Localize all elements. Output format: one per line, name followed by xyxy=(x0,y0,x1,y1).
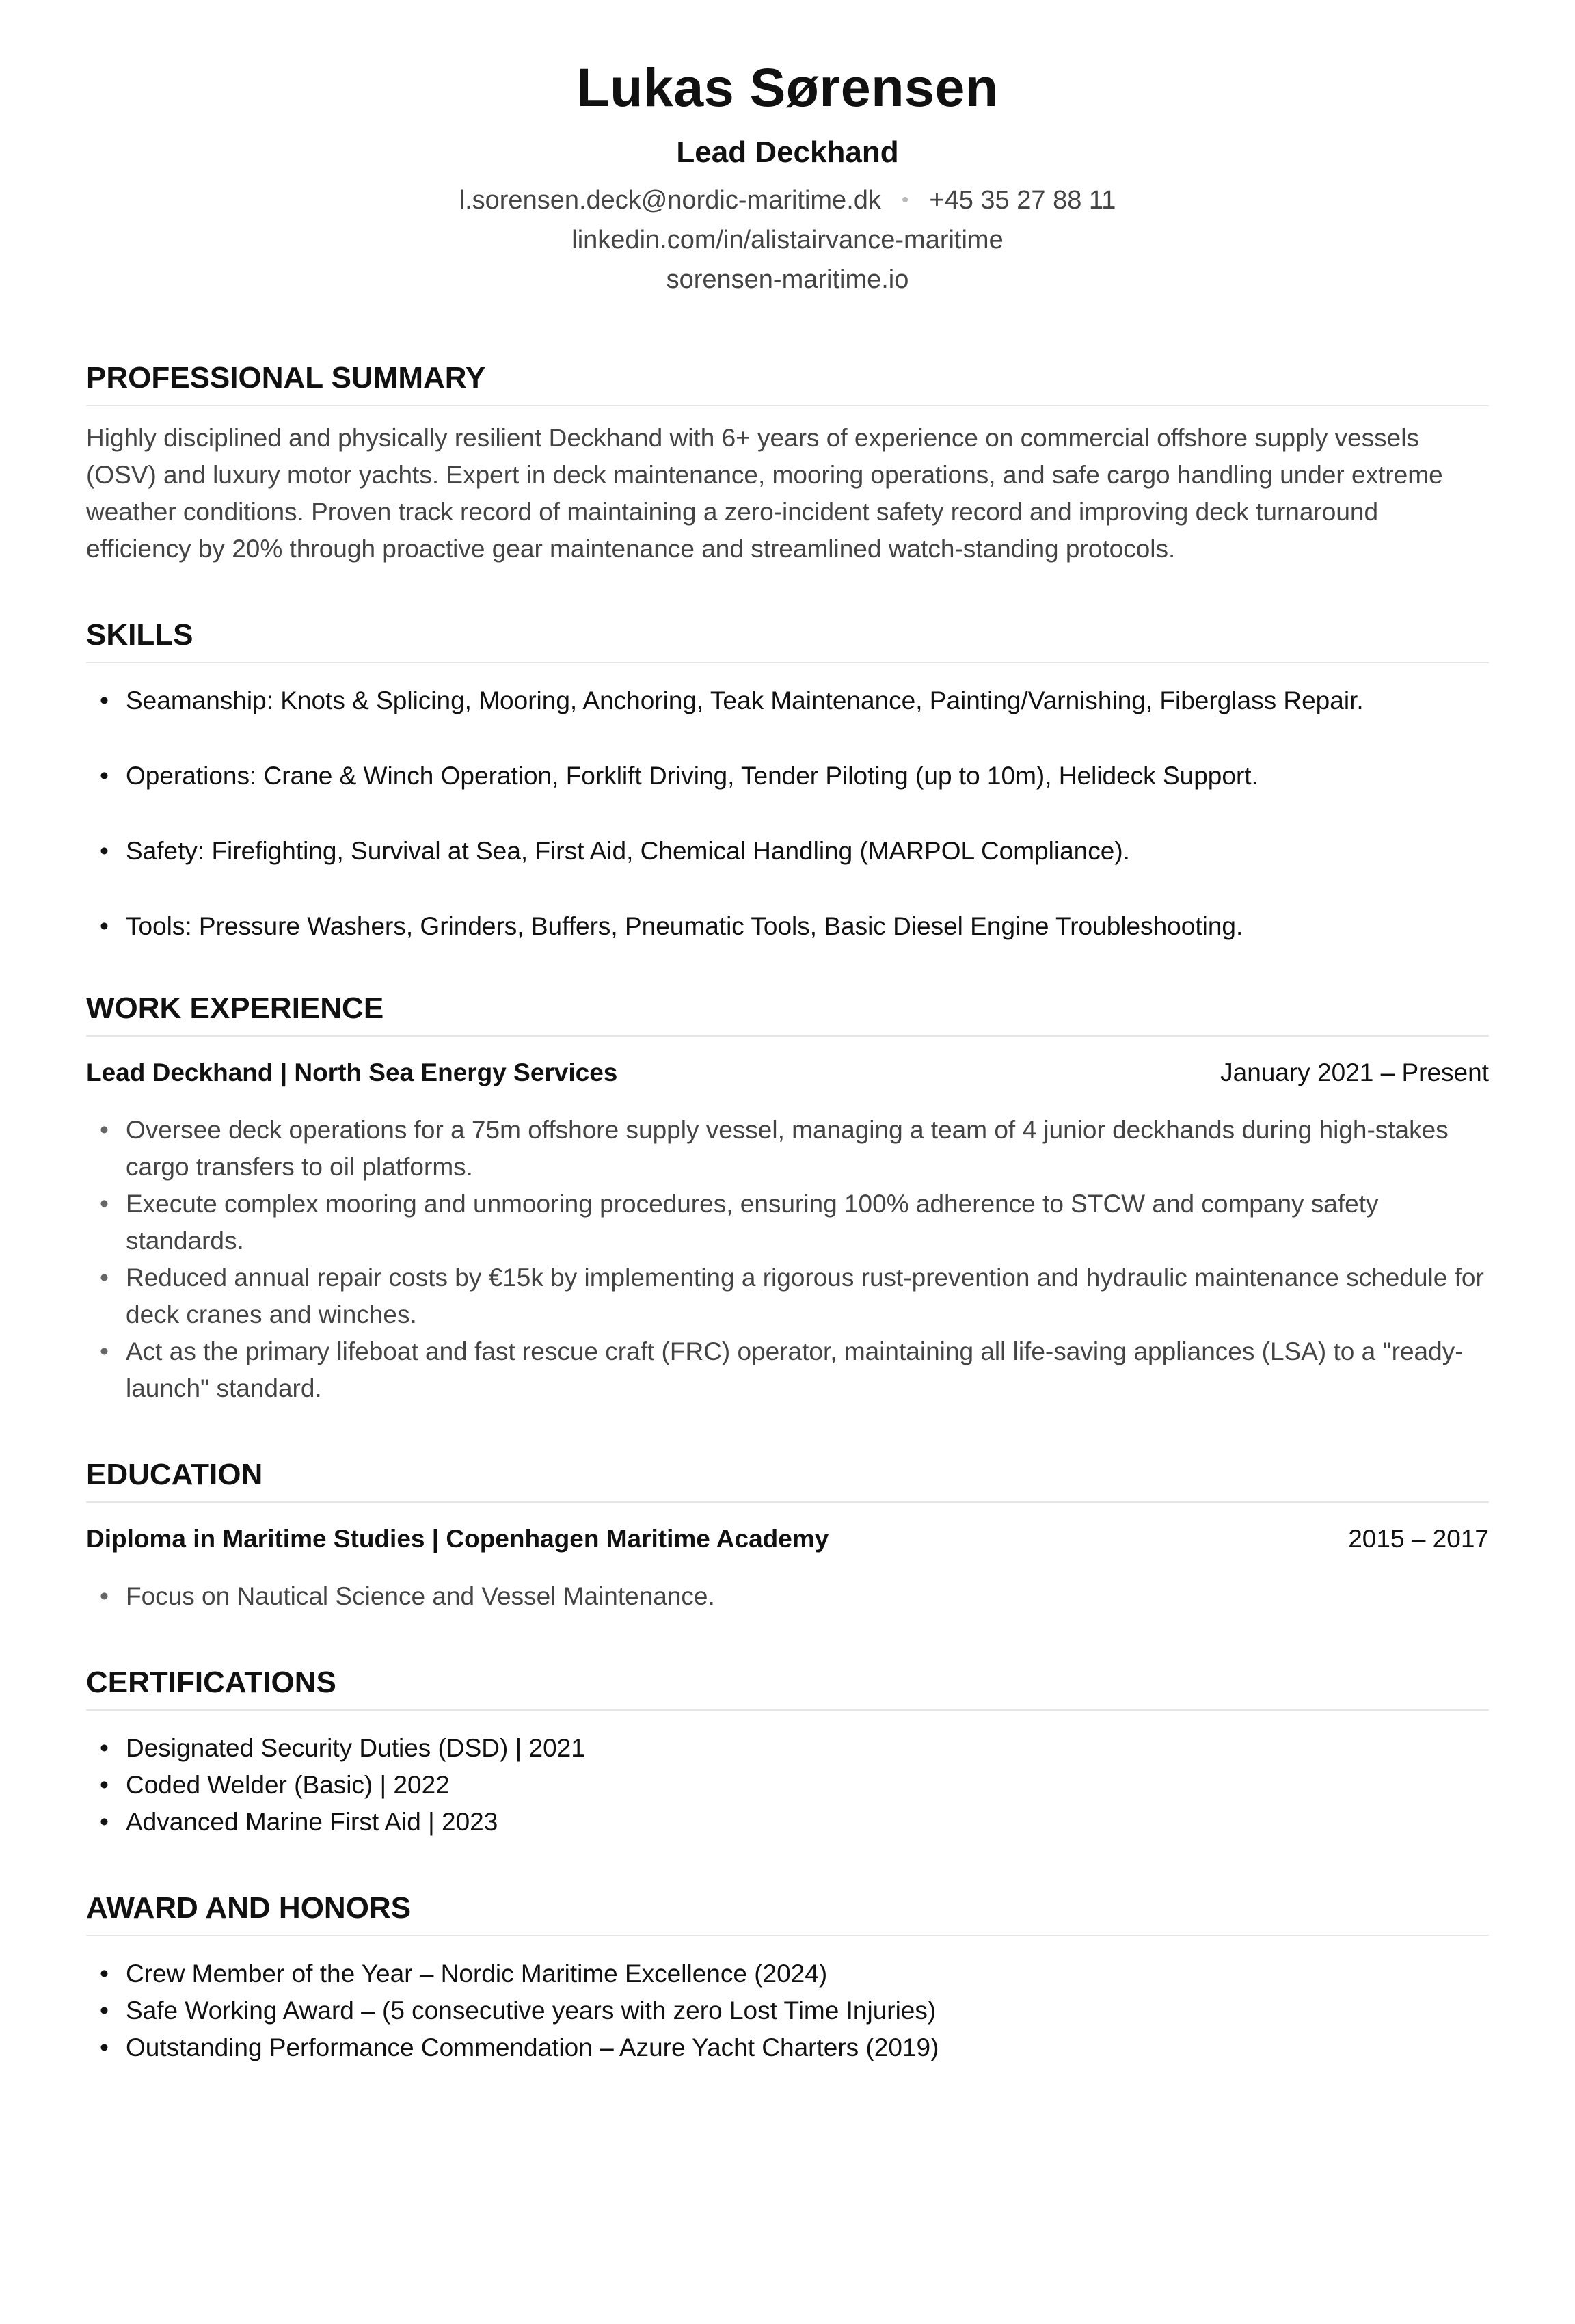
job-title: Lead Deckhand | North Sea Energy Services xyxy=(86,1058,618,1086)
award-item xyxy=(86,2029,1489,2066)
bullet-icon: • xyxy=(100,762,109,790)
job-bullet-text: Reduced annual repair costs by €15k by implementing a rigorous rust-prevention and hydraulic maintenance schedule for deck cranes and winches. xyxy=(126,1264,1484,1328)
education-title: Diploma in Maritime Studies | Copenhagen Maritime Academy xyxy=(86,1525,829,1553)
certification-item xyxy=(86,1804,1489,1841)
certification-text: Coded Welder (Basic) | 2022 xyxy=(126,1771,450,1799)
skills-list xyxy=(86,682,1489,945)
bullet-icon: • xyxy=(100,686,109,714)
job-bullet-text: Execute complex mooring and unmooring procedures, ensuring 100% adherence to STCW and company safety standards. xyxy=(126,1190,1379,1255)
summary-text: Highly disciplined and physically resilient Deckhand with 6+ years of experience on commercial offshore supply vessels (OSV) and luxury motor yachts. Expert in deck maintenance, mooring operations, and safe cargo handling under extreme weather conditions. Proven track record of maintaining a zero-incident safety record and improving deck turnaround efficiency by 20% through proactive gear maintenance and streamlined watch-standing protocols. xyxy=(86,424,1443,563)
job-bullet xyxy=(86,1186,1489,1259)
award-text: Safe Working Award – (5 consecutive years with zero Lost Time Injuries) xyxy=(126,1996,937,2025)
awards-section xyxy=(86,1890,1489,2066)
contact-line-primary xyxy=(86,181,1489,220)
awards-list xyxy=(86,1955,1489,2066)
education-dates: 2015 – 2017 xyxy=(1348,1525,1489,1553)
bullet-icon: • xyxy=(100,1960,109,1988)
job-bullet xyxy=(86,1259,1489,1333)
certification-item xyxy=(86,1767,1489,1804)
certifications-section xyxy=(86,1664,1489,1841)
award-text: Outstanding Performance Commendation – Azure Yacht Charters (2019) xyxy=(126,2033,939,2061)
job-header xyxy=(86,1054,1489,1091)
bullet-icon: • xyxy=(100,912,109,940)
skill-text: Tools: Pressure Washers, Grinders, Buffers, Pneumatic Tools, Basic Diesel Engine Troubleshooting. xyxy=(126,912,1243,940)
website-link[interactable]: sorensen-maritime.io xyxy=(666,265,909,294)
award-item xyxy=(86,1992,1489,2029)
summary-section xyxy=(86,360,1489,567)
bullet-icon: • xyxy=(100,1582,109,1610)
education-header xyxy=(86,1521,1489,1558)
candidate-title: Lead Deckhand xyxy=(676,135,899,169)
job-bullet xyxy=(86,1112,1489,1186)
section-heading-education: EDUCATION xyxy=(86,1456,1489,1503)
award-text: Crew Member of the Year – Nordic Maritime Excellence (2024) xyxy=(126,1960,828,1988)
award-item xyxy=(86,1955,1489,1992)
bullet-icon: • xyxy=(100,1190,109,1218)
skill-item xyxy=(86,908,1489,945)
job-bullet-text: Oversee deck operations for a 75m offshore supply vessel, managing a team of 4 junior deckhands during high-stakes cargo transfers to oil platforms. xyxy=(126,1116,1449,1181)
education-bullet xyxy=(86,1578,1489,1615)
job-dates: January 2021 – Present xyxy=(1220,1058,1489,1086)
section-heading-summary: PROFESSIONAL SUMMARY xyxy=(86,360,1489,406)
skill-text: Seamanship: Knots & Splicing, Mooring, Anchoring, Teak Maintenance, Painting/Varnishing, Fiberglass Repair. xyxy=(126,686,1364,714)
certifications-list xyxy=(86,1730,1489,1841)
skill-item xyxy=(86,833,1489,870)
job-bullet-text: Act as the primary lifeboat and fast rescue craft (FRC) operator, maintaining all life-saving appliances (LSA) to a "ready-launch" standard. xyxy=(126,1337,1464,1402)
section-heading-skills: SKILLS xyxy=(86,617,1489,663)
experience-section xyxy=(86,990,1489,1407)
job-bullets xyxy=(86,1112,1489,1407)
section-heading-experience: WORK EXPERIENCE xyxy=(86,990,1489,1037)
resume-header xyxy=(86,55,1489,299)
certification-text: Designated Security Duties (DSD) | 2021 xyxy=(126,1734,585,1762)
bullet-icon: • xyxy=(100,2033,109,2061)
bullet-icon: • xyxy=(100,1771,109,1799)
separator-dot-icon: • xyxy=(901,189,909,211)
bullet-icon: • xyxy=(100,1996,109,2025)
bullet-icon: • xyxy=(100,1264,109,1292)
skills-section xyxy=(86,617,1489,945)
education-section xyxy=(86,1456,1489,1615)
phone-number[interactable]: +45 35 27 88 11 xyxy=(929,186,1116,215)
candidate-name: Lukas Sørensen xyxy=(576,57,999,118)
email-link[interactable]: l.sorensen.deck@nordic-maritime.dk xyxy=(459,186,881,215)
skill-text: Operations: Crane & Winch Operation, Forklift Driving, Tender Piloting (up to 10m), Helideck Support. xyxy=(126,762,1258,790)
skill-text: Safety: Firefighting, Survival at Sea, First Aid, Chemical Handling (MARPOL Compliance). xyxy=(126,837,1130,865)
education-bullet-text: Focus on Nautical Science and Vessel Maintenance. xyxy=(126,1582,715,1610)
skill-item xyxy=(86,758,1489,794)
bullet-icon: • xyxy=(100,1734,109,1762)
bullet-icon: • xyxy=(100,837,109,865)
bullet-icon: • xyxy=(100,1808,109,1836)
bullet-icon: • xyxy=(100,1116,109,1144)
education-bullets xyxy=(86,1578,1489,1615)
bullet-icon: • xyxy=(100,1337,109,1365)
certification-text: Advanced Marine First Aid | 2023 xyxy=(126,1808,498,1836)
section-heading-awards: AWARD AND HONORS xyxy=(86,1890,1489,1936)
skill-item xyxy=(86,682,1489,719)
job-bullet xyxy=(86,1333,1489,1407)
certification-item xyxy=(86,1730,1489,1767)
linkedin-link[interactable]: linkedin.com/in/alistairvance-maritime xyxy=(571,226,1004,254)
section-heading-certifications: CERTIFICATIONS xyxy=(86,1664,1489,1711)
